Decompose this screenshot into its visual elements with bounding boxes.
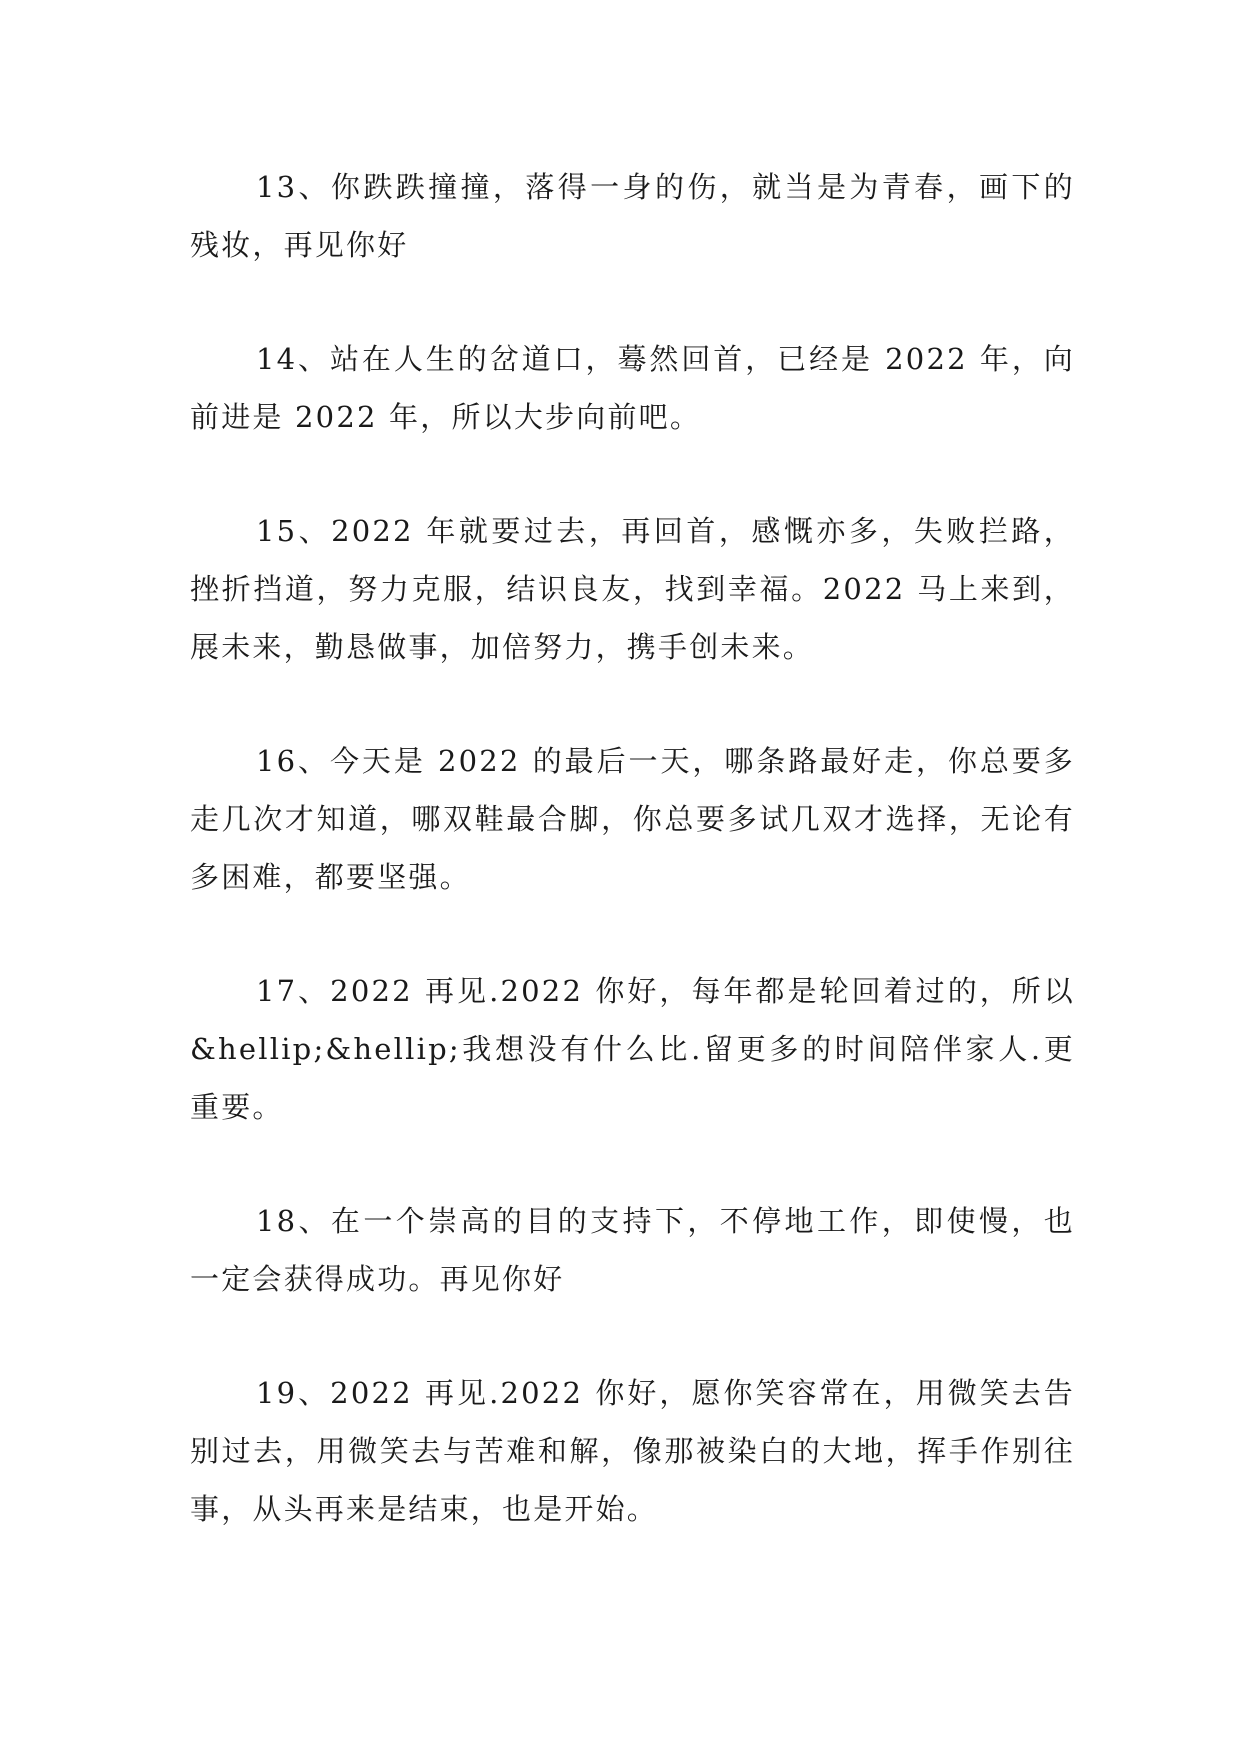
paragraph-14: 14、站在人生的岔道口，蓦然回首，已经是 2022 年，向前进是 2022 年，所以大步向前吧。 xyxy=(190,342,1075,434)
paragraph-13: 13、你跌跌撞撞，落得一身的伤，就当是为青春，画下的残妆，再见你好 xyxy=(190,170,1075,262)
document-body xyxy=(190,158,1075,1594)
paragraph-17: 17、2022 再见.2022 你好，每年都是轮回着过的，所以&hellip;&hellip;我想没有什么比.留更多的时间陪伴家人.更重要。 xyxy=(190,974,1075,1124)
paragraph-16: 16、今天是 2022 的最后一天，哪条路最好走，你总要多走几次才知道，哪双鞋最合脚，你总要多试几双才选择，无论有多困难，都要坚强。 xyxy=(190,744,1075,894)
paragraph-18: 18、在一个崇高的目的支持下，不停地工作，即使慢，也一定会获得成功。再见你好 xyxy=(190,1204,1075,1296)
paragraph-15: 15、2022 年就要过去，再回首，感慨亦多，失败拦路，挫折挡道，努力克服，结识良友，找到幸福。2022 马上来到，展未来，勤恳做事，加倍努力，携手创未来。 xyxy=(190,514,1075,664)
paragraph-19: 19、2022 再见.2022 你好，愿你笑容常在，用微笑去告别过去，用微笑去与苦难和解，像那被染白的大地，挥手作别往事，从头再来是结束，也是开始。 xyxy=(190,1376,1075,1526)
